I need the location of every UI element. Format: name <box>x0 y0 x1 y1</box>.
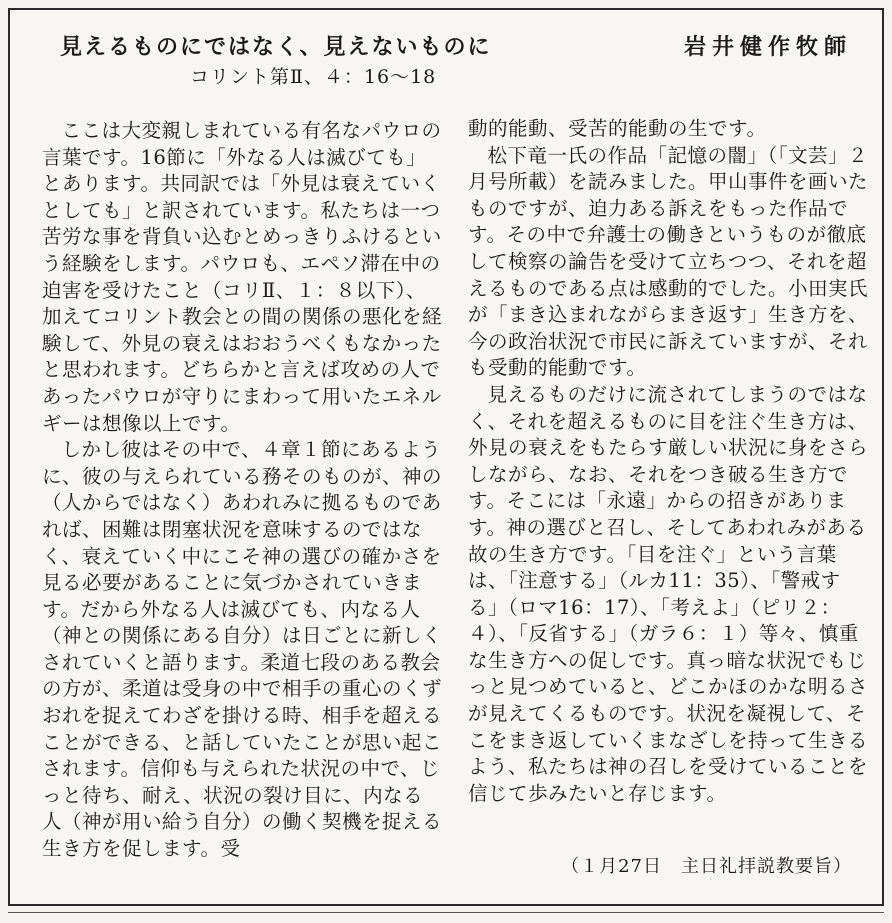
left-column <box>42 118 442 863</box>
paragraph-continuation: 動的能動、受苦的能動の生です。 <box>468 117 767 140</box>
paragraph: 見えるものだけに流されてしまうのではなく、それを超えるものに目を注ぐ生き方は、外見の衰えをもたらす厳しい状況に身をさらしながら、なお、それをつき破る生き方です。そこには「永遠」からの招きがあります。神の選びと召し、そしてあわれみがある故の生き方です。「目を注ぐ」という言葉は、「注意する」（ルカ11：35）、「警戒する」（ロマ16：17）、「考えよ」（ピリ２：４）、「反省する」（ガラ６：１）等々、慎重な生き方への促しです。真っ暗な状況でもじっと見つめていると、どこかほのかな明るさが見えてくるものです。状況を凝視して、そこをまき返していくまなざしを持って生きるよう、私たちは神の召しを受けていることを信じて歩みたいと存じます。 <box>468 382 869 805</box>
scripture-reference: コリント第Ⅱ、４：16〜18 <box>190 66 437 88</box>
right-column <box>468 116 868 807</box>
author-name: 岩井健作牧師 <box>683 34 852 60</box>
article-title: 見えるものにではなく、見えないものに <box>60 34 492 60</box>
paragraph: しかし彼はその中で、４章１節にあるように、彼の与えられている務そのものが、神の（人からではなく）あわれみに拠るものであれば、困難は閉塞状況を意味するのではなく、衰えていく中にこそ神の選びの確かさを見る必要があることに気づかされていきます。だから外なる人は滅びても、内なる人（神との関係にある自分）は日ごとに新しくされていくと語ります。柔道七段のある教会の方が、柔道は受身の中で相手の重心のくずおれを捉えてわざを掛ける時、相手を超えることができる、と話していたことが思い起こされます。信仰も与えられた状況の中で、じっと待ち、耐え、状況の裂け目に、内なる人（神が用い給う自分）の働く契機を捉える生き方を促します。受 <box>42 438 443 861</box>
paragraph: ここは大変親しまれている有名なパウロの言葉です。16節に「外なる人は滅びても」とあります。共同訳では「外見は衰えていくとしても」と訳されています。私たちは一つ苦労な事を背負い込むとめっきりふけるという経験をします。パウロも、エペソ滞在中の迫害を受けたこと（コリⅡ、１：８以下）、加えてコリント教会との間の関係の悪化を経験して、外見の衰えはおおうべくもなかったと思われます。どちらかと言えば攻めの人であったパウロが守りにまわって用いたエネルギーは想像以上です。 <box>42 119 443 435</box>
sermon-date-note: （１月27日 主日礼拝説教要旨） <box>561 856 852 877</box>
paragraph: 松下竜一氏の作品「記憶の闇」（「文芸」２月号所載）を読みました。甲山事件を画いたものですが、迫力ある訴えをもった作品です。その中で弁護士の働きというものが徹底して検察の論告を受けて立ちつつ、それを超えるものである点は感動的でした。小田実氏が「まき込まれながらまき返す」生き方を、今の政治状況で市民に訴えていますが、それも受動的能動です。 <box>468 143 869 380</box>
bottom-divider <box>8 912 884 913</box>
